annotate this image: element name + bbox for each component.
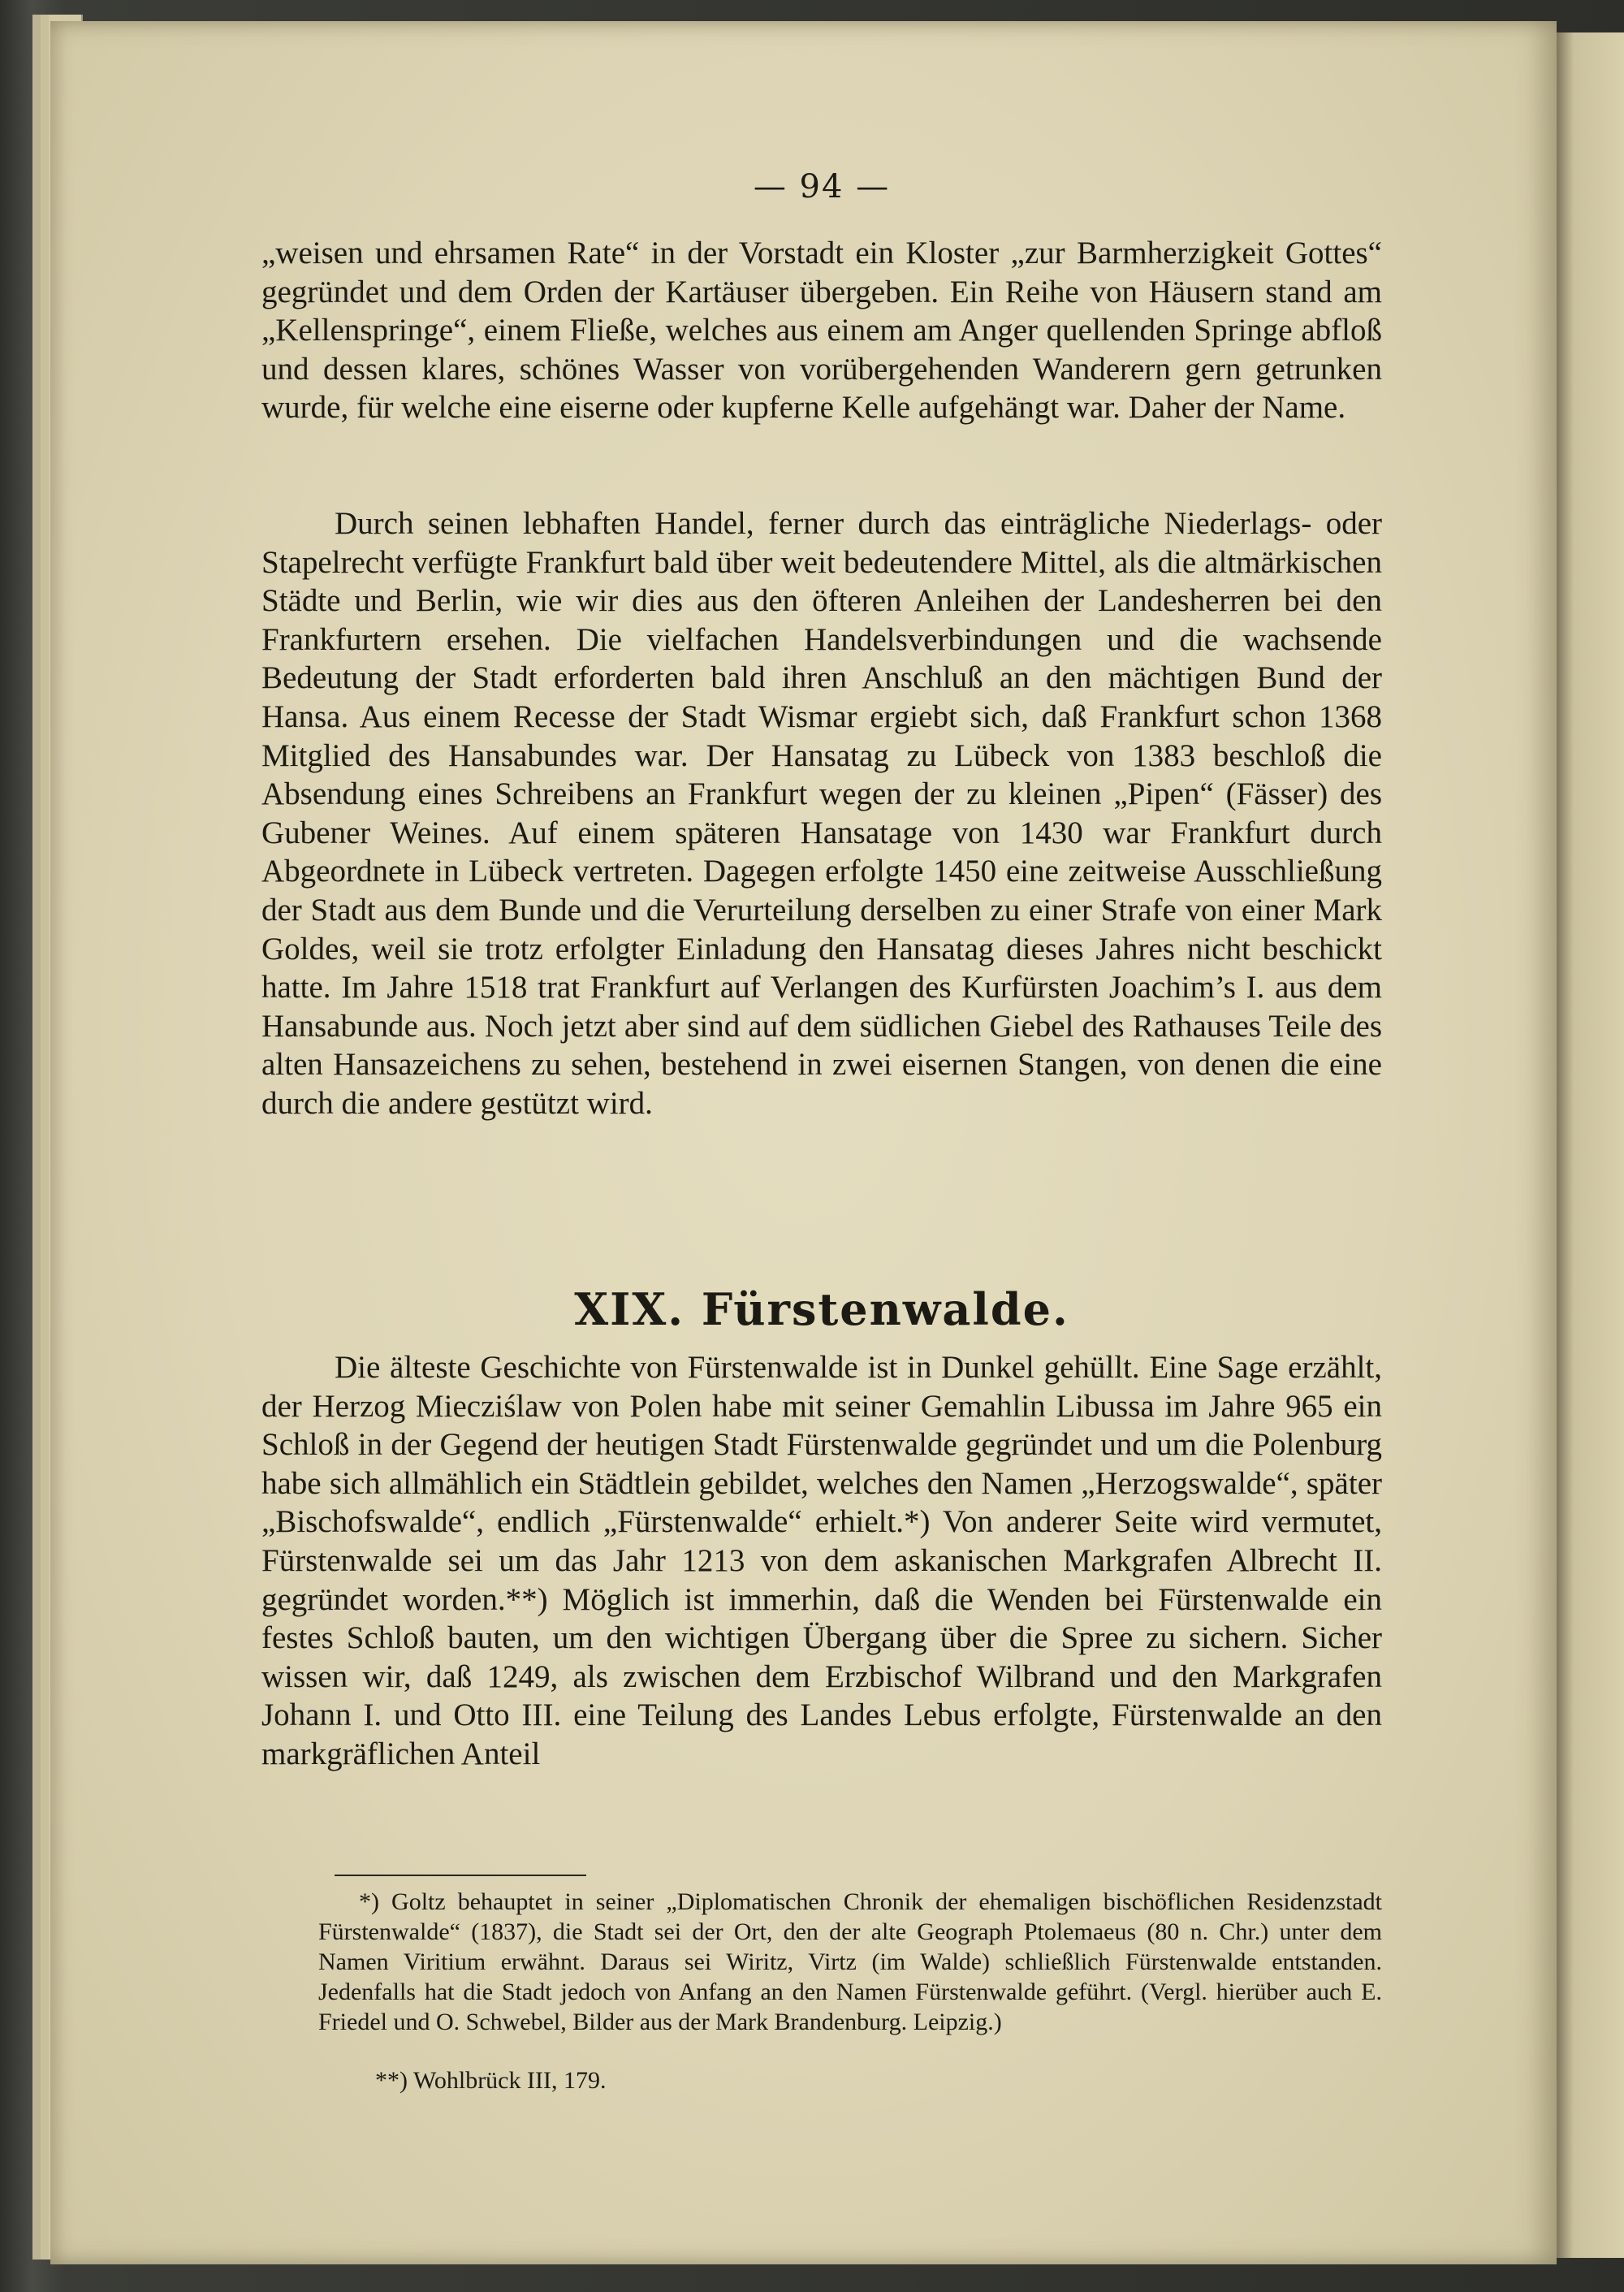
paragraph-2: Durch seinen lebhaften Handel, ferner durch das einträgliche Niederlags- oder Stapelrecht verfügte Frankfurt bald über weit bedeutendere Mittel, als die altmärkischen Städte und Berlin, wie wir dies aus den öfteren Anleihen der Landesherren bei den Frankfurtern ersehen. Die vielfachen Handelsverbindungen und die wachsende Bedeutung der Stadt erforderten bald ihren Anschluß an den mächtigen Bund der Hansa. Aus einem Recesse der Stadt Wismar ergiebt sich, daß Frankfurt schon 1368 Mitglied des Hansabundes war. Der Hansatag zu Lübeck von 1383 beschloß die Absendung eines Schreibens an Frankfurt wegen der zu kleinen „Pipen“ (Fässer) des Gubener Weines. Auf einem späteren Hansatage von 1430 war Frankfurt durch Abgeordnete in Lübeck vertreten. Dagegen erfolgte 1450 eine zeitweise Ausschließung der Stadt aus dem Bunde und die Verurteilung derselben zu einer Strafe von einer Mark Goldes, weil sie trotz erfolgter Einladung den Hansatag dieses Jahres nicht beschickt hatte. Im Jahre 1518 trat Frankfurt auf Verlangen des Kurfürsten Joachim’s I. aus dem Hansabunde aus. Noch jetzt aber sind auf dem südlichen Giebel des Rathauses Teile des alten Hansazeichens zu sehen, bestehend in zwei eisernen Stangen, von denen die eine durch die andere gestützt wird. (261, 506, 1382, 1121)
footnote-1: *) Goltz behauptet in seiner „Diplomatischen Chronik der ehemaligen bischöflichen Residenzstadt Fürstenwalde“ (1837), die Stadt sei der Ort, den der alte Geograph Ptolemaeus (80 n. Chr.) unter dem Namen Viritium erwähnt. Daraus sei Wiritz, Virtz (im Walde) schließlich Fürstenwalde entstanden. Jedenfalls hat die Stadt jedoch von Anfang an den Namen Fürstenwalde geführt. (Vergl. hierüber auch E. Friedel und O. Schwebel, Bilder aus der Mark Brandenburg. Leipzig.) (318, 1888, 1382, 2035)
section-paragraph: Die älteste Geschichte von Fürstenwalde ist in Dunkel gehüllt. Eine Sage erzählt, der Herzog Miecziślaw von Polen habe mit seiner Gemahlin Libussa im Jahre 965 ein Schloß in der Gegend der heutigen Stadt Fürstenwalde gegründet und um die Polenburg habe sich allmählich ein Städtlein gebildet, welches den Namen „Herzogswalde“, später „Bischofswalde“, endlich „Fürstenwalde“ erhielt.*) Von anderer Seite wird vermutet, Fürstenwalde sei um das Jahr 1213 von dem askanischen Markgrafen Albrecht II. gegründet worden.**) Möglich ist immerhin, daß die Wenden bei Fürstenwalde ein festes Schloß bauten, um den wichtigen Übergang über die Spree zu sichern. Sicher wissen wir, daß 1249, als zwischen dem Erzbischof Wilbrand und den Markgrafen Johann I. und Otto III. eine Teilung des Landes Lebus erfolgte, Fürstenwalde an den markgräflichen Anteil (261, 1350, 1382, 1771)
section-heading: XIX. Fürstenwalde. (574, 1283, 1069, 1335)
page-number: — 94 — (753, 168, 891, 205)
footnote-2: **) Wohlbrück III, 179. (375, 2067, 607, 2094)
footnote-rule (335, 1875, 586, 1876)
next-page-edge (1557, 32, 1624, 2258)
paragraph-1: „weisen und ehrsamen Rate“ in der Vorstadt ein Kloster „zur Barmherzigkeit Gottes“ gegründet und dem Orden der Kartäuser übergeben. Ein Reihe von Häusern stand am „Kellenspringe“, einem Fließe, welches aus einem am Anger quellenden Springe abfloß und dessen klares, schönes Wasser von vorübergehenden Wanderern gern getrunken wurde, für welche eine eiserne oder kupferne Kelle aufgehängt war. Daher der Name. (261, 236, 1382, 426)
